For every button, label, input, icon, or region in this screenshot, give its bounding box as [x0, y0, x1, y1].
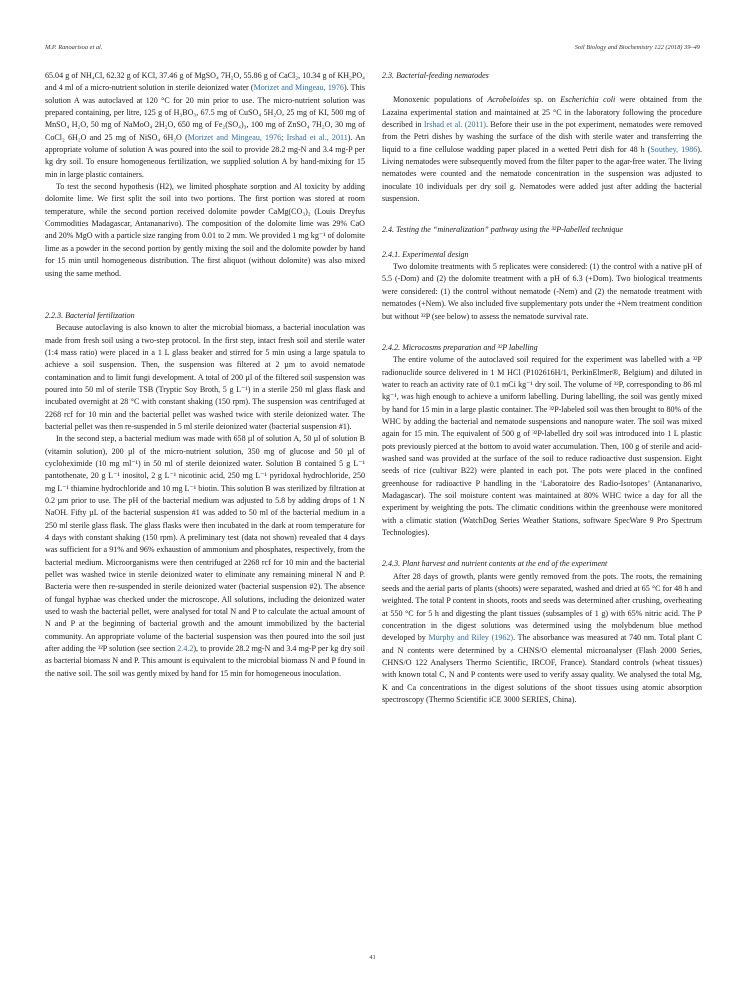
spacer	[45, 280, 365, 310]
text-run: ). An appropriate volume of solution A was poured into the soil to provide 28.2 mg-N and 3.4 mg-P per kg dry soil. To ensure homogeneous fertilization, we supplied solution A by hand-mixing for 15 min in large plastic containers.	[45, 132, 366, 179]
running-head-authors: M.P. Ranoarisoa et al.	[45, 44, 103, 51]
text-run: . Before their use in the pot experiment, nematodes were removed from the Petri dishes by washing the surface of the dish with sterile water and transferring the liquid to a fine cellulose wadding paper placed in a wetted Petri dish for 48 h (	[382, 120, 702, 154]
text-run: sp. on	[529, 95, 561, 105]
spacer	[382, 539, 702, 558]
text-run: ), to provide 28.2 mg-N and 3.4 mg-P per kg dry soil as bacterial biomass N and P. This amount is equivalent to the microbial biomass N and P found in the native soil. The soil was gently mixed by hand for 15 min for homogeneous inoculation.	[45, 644, 366, 678]
citation-link[interactable]: Morizet and Mingeau, 1976	[253, 83, 344, 93]
text-run: 65.04 g of NH₄Cl, 62.32 g of KCl, 37.46 g of MgSO₄ 7H₂O, 55.86 g of CaCl₂, 10.34 g of KH₂PO₄ and 4 ml of a micro-nutrient solution in sterile deionized water (	[45, 71, 365, 93]
citation-link[interactable]: Morizet and Mingeau, 1976	[187, 132, 282, 142]
text-run: ;	[281, 132, 287, 142]
species-name: Acrobeloides	[487, 95, 530, 105]
section-heading-2-4-1: 2.4.1. Experimental design	[382, 249, 469, 259]
text-run: Monoxenic populations of	[393, 95, 488, 105]
text-run: ). This solution A was autoclaved at 120 °C for 20 min prior to use. The micro-nutrient solution was prepared containing, per litre, 125 g of H₃BO₃, 67.5 mg of CuSO₄ 5H₂O, 25 mg of KI, 500 mg of MnSO₄ H₂O, 50 mg of NaMoO₄ 2H₂O, 650 mg of Fe₂(SO₄)₃, 100 mg of ZnSO₄ 7H₂O, 30 mg of CoCl₂ 6H₂O and 25 mg of NiSO₄ 6H₂O (	[45, 83, 365, 142]
spacer	[382, 237, 702, 249]
citation-link[interactable]: Irshad et al., 2011	[286, 132, 348, 142]
paragraph-bacterial-step2	[45, 433, 365, 680]
section-heading-2-4-3: 2.4.3. Plant harvest and nutrient contents at the end of the experiment	[382, 559, 608, 569]
text-run: In the second step, a bacterial medium was made with 658 µl of solution A, 50 µl of solution B (vitamin solution), 200 µl of the micro-nutrient solution, 350 mg of glucose and 50 µl of cycloheximide (10 mg ml⁻¹) in 50 ml of sterile deionized water. Solution B contained 5 g L⁻¹ pantothenate, 20 g L⁻¹ inositol, 2 g L⁻¹ nicotinic acid, 250 mg L⁻¹ pyridoxal hydrochloride, 250 mg L⁻¹ thiamine hydrochloride and 10 mg L⁻¹ biotin. This solution B was sterilized by filtration at 0.2 µm prior to use. The pH of the bacterial medium was adjusted to 5.8 by adding drops of 1 N NaOH. Fifty µL of the bacterial suspension #1 was added to 50 ml of the bacterial medium in a 250 ml sterile glass flask. The glass flasks were then incubated in the dark at room temperature for 4 days with constant shaking (150 rpm). A preliminary test (data not shown) revealed that 4 days was sufficient for a 91% and 96% exhaustion of ammonium and phosphates, respectively, from the bacterial medium. Microorganisms were then centrifuged at 2268 rcf for 10 min and the bacterial pellet was washed twice in sterile deionized water to eliminate any remaining mineral N and P. Bacteria were then re-suspended in sterile deionized water (bacterial suspension #2). The absence of fungal hyphae was checked under the microscope. All solutions, including the deionized water used to wash the bacterial pellet, were analysed for total N and P to calculate the actual amount of N and P at the beginning of bacterial growth and the amount immobilized by the bacterial community. An appropriate volume of the bacterial suspension was then poured into the soil just after adding the ³²P solution (see section	[45, 434, 365, 654]
section-link[interactable]: 2.4.2	[177, 644, 194, 654]
paragraph-experimental-design: Two dolomite treatments with 5 replicates were considered: (1) the control with a native pH of 5.5 (-Dom) and (2) the dolomite treatment with a pH of 6.3 (+Dom). Two biological treatments were considered: (1) the control without nematode (-Nem) and (2) the nematode treatment with nematodes (+Nem). We also included five supplementary pots under the +Nem treatment condition but without ³²P (see below) to assess the nematode survival rate.	[382, 262, 702, 321]
section-heading-2-4: 2.4. Testing the “mineralization” pathway using the ³²P-labelled technique	[382, 225, 624, 235]
page-number: 41	[369, 954, 376, 961]
paragraph-microcosms: The entire volume of the autoclaved soil required for the experiment was labelled with a ³²P radionuclide source delivered in 1 M HCl (P102616H/1, PerkinElmer®, Belgium) and diluted in water to reach an activity rate of 0.1 mCi kg⁻¹ dry soil. The volume of ³²P, corresponding to 86 ml kg⁻¹, was high enough to achieve a uniform labelling. During labelling, the soil was gently mixed by hand for 15 min in a large plastic container. The ³²P-labeled soil was then brought to 80% of the WHC by adding the bacterial and nematode suspensions and nanopure water. The soil was mixed again for 15 min. The equivalent of 500 g of ³²P-labelled dry soil was introduced into 1 L plastic pots previously pierced at the bottom to avoid water accumulation. Then, 100 g of sterile and acid-washed sand was provided at the surface of the soil to reduce radioactive dust suspension. Eight seeds of rice (cultivar B22) were planted in each pot. The pots were placed in the confined greenhouse for radioactive P handling in the ‘Laboratoire des Radio-Isotopes’ (Antananarivo, Madagascar). The soil moisture content was maintained at 80% WHC twice a day for all the experiment by weighting the pots. The climatic conditions within the greenhouse were monitored with a climatic station (WatchDog Series Weather Stations, software SpecWare 9 Pro Spectrum Technologies).	[382, 355, 702, 537]
running-head	[45, 44, 700, 51]
paragraph-dolomite: To test the second hypothesis (H2), we limited phosphate sorption and Al toxicity by adding dolomite lime. We first split the soil into two portions. The first portion was stored at room temperature, while the second portion received dolomite powder CaMg(CO₃)₂ (Louis Dreyfus Commodities Madagascar, Antananarivo). The composition of the dolomite lime was 29% CaO and 20% MgO with a particle size ranging from 0.01 to 2 mm. We provided 1 mg kg⁻¹ of dolomite lime as a powder in the second portion by gently mixing the soil and the dolomite powder by hand for 15 min until homogeneous distribution. The first aliquot (without dolomite) was also mixed using the same method.	[45, 182, 365, 278]
species-name: Escherichia coli	[560, 95, 616, 105]
spacer	[382, 82, 702, 94]
text-run: After 28 days of growth, plants were gently removed from the pots. The roots, the remaining seeds and the aerial parts of plants (shoots) were separated, washed and dried at 65 °C for 48 h and weighted. The total P content in shoots, roots and seeds was determined after crushing, overheating at 550 °C for 5 h and digesting the plant tissues (subsamples of 1 g) with 65% nitric acid. The P concentration in the digest solutions was determined using the molybdenum blue method developed by	[382, 571, 702, 643]
section-heading-2-3: 2.3. Bacterial-feeding nematodes	[382, 71, 489, 80]
paragraph-bacterial-step1: Because autoclaving is also known to alter the microbial biomass, a bacterial inoculation was made from fresh soil using a two-step protocol. In the first step, intact fresh soil and sterile water (1:4 mass ratio) were placed in a 1 L glass beaker and stirred for 5 min using a large spatula to achieve a soil suspension. Then, the suspension was filtered at 2 µm to avoid nematode contamination and to limit fungi development. A total of 200 µl of the filtered soil suspension was poured into 50 ml of sterile TSB (Tryptic Soy Broth, 5 g L⁻¹) in a sterile 250 ml glass flask and incubated overnight at 28 °C with constant shaking (150 rpm). The suspension was centrifuged at 2268 rcf for 10 min and the bacterial pellet was washed twice with sterile deionized water. The bacterial pellet was then re-suspended in 5 ml sterile deionized water (bacterial suspension #1).	[45, 323, 365, 431]
section-heading-2-2-3: 2.2.3. Bacterial fertilization	[45, 310, 135, 320]
citation-link[interactable]: Murphy and Riley (1962)	[428, 633, 514, 643]
text-run: were obtained from the Lazaina experimental station and maintained at 25 °C in the laboratory following the procedure described in	[382, 95, 702, 130]
citation-link[interactable]: Southey, 1986	[650, 144, 698, 154]
left-column	[45, 70, 365, 680]
spacer	[382, 323, 702, 342]
citation-link[interactable]: Irshad et al. (2011)	[423, 120, 486, 130]
spacer	[382, 205, 702, 224]
paragraph-solution-a	[45, 70, 365, 181]
running-head-journal: Soil Biology and Biochemistry 122 (2018) 39–49	[574, 44, 700, 51]
right-column	[382, 70, 702, 706]
text-run: ). Living nematodes were subsequently moved from the filter paper to the agar-free water. The living nematodes were counted and the nematode concentration in the suspension was adjusted to inoculate 10 individuals per dry soil g. Nematodes were added just after adding the bacterial suspension.	[382, 144, 702, 204]
paragraph-plant-harvest	[382, 571, 702, 707]
paragraph-nematodes	[382, 94, 702, 205]
text-run: . The absorbance was measured at 740 nm. Total plant C and N contents were determined by a CHNS/O elemental microanalyser (Flash 2000 Series, CHNS/O 122 Analysers Thermo Scientific, IRCOF, France). Standard controls (wheat tissues) with known total C, N and P contents were used to verify assay quality. We analysed the total Mg, K and Ca concentrations in the digest solutions of the shoot tissues using atomic absorption spectroscopy (Thermo Scientific iCE 3000 SERIES, China).	[382, 633, 703, 705]
section-heading-2-4-2: 2.4.2. Microcosms preparation and ³²P labelling	[382, 342, 538, 352]
